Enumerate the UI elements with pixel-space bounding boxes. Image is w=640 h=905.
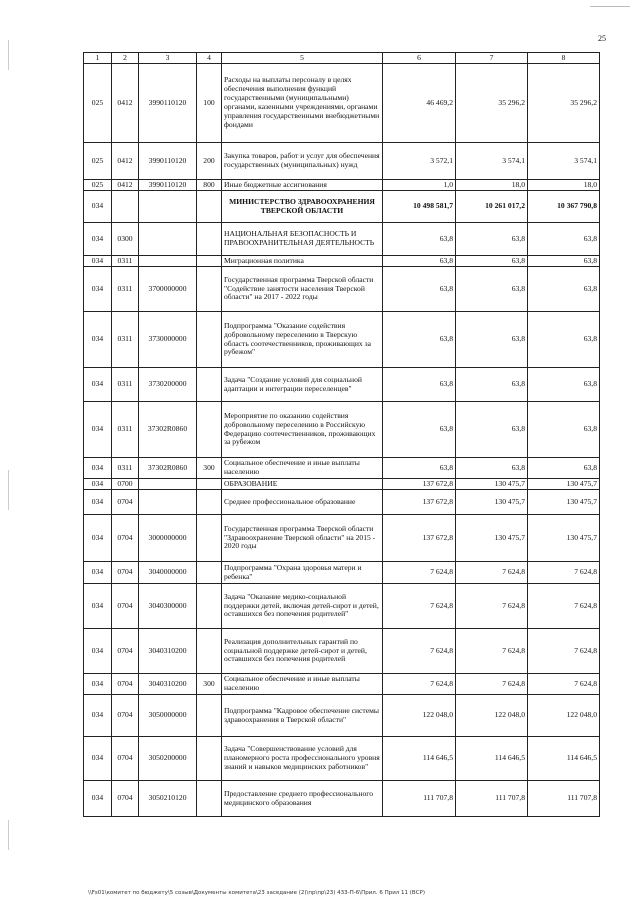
description-cell: Государственная программа Тверской области "Содействие занятости населения Тверской области" на 2017 - 2022 годы bbox=[222, 267, 383, 312]
target-article-cell bbox=[139, 191, 197, 223]
target-article-cell: 3040310200 bbox=[139, 674, 197, 695]
budget-table bbox=[83, 52, 600, 817]
amount-2020-cell: 63,8 bbox=[528, 458, 600, 479]
target-article-cell: 3700000000 bbox=[139, 267, 197, 312]
amount-2018-cell: 7 624,8 bbox=[383, 562, 456, 584]
admin-code-cell: 034 bbox=[84, 402, 112, 458]
amount-2020-cell: 63,8 bbox=[528, 256, 600, 267]
target-article-cell: 3990110120 bbox=[139, 64, 197, 143]
amount-2018-cell: 137 672,8 bbox=[383, 479, 456, 490]
expense-type-cell bbox=[197, 562, 222, 584]
amount-2019-cell: 114 646,5 bbox=[456, 737, 528, 781]
description-cell: Социальное обеспечение и иные выплаты населению bbox=[222, 674, 383, 695]
description-cell: Задача "Оказание медико-социальной поддержки детей, включая детей-сирот и детей, оставшихся без попечения родителей" bbox=[222, 584, 383, 629]
target-article-cell: 3000000000 bbox=[139, 515, 197, 562]
binding-mark bbox=[8, 40, 9, 70]
admin-code-cell: 034 bbox=[84, 562, 112, 584]
expense-type-cell bbox=[197, 223, 222, 256]
amount-2019-cell: 63,8 bbox=[456, 267, 528, 312]
admin-code-cell: 025 bbox=[84, 180, 112, 191]
amount-2020-cell: 3 574,1 bbox=[528, 143, 600, 180]
section-code-cell: 0311 bbox=[112, 256, 139, 267]
amount-2019-cell: 130 475,7 bbox=[456, 515, 528, 562]
amount-2018-cell: 111 707,8 bbox=[383, 781, 456, 817]
expense-type-cell: 300 bbox=[197, 458, 222, 479]
amount-2018-cell: 137 672,8 bbox=[383, 490, 456, 515]
expense-type-cell bbox=[197, 781, 222, 817]
target-article-cell: 3050200000 bbox=[139, 737, 197, 781]
admin-code-cell: 034 bbox=[84, 629, 112, 674]
admin-code-cell: 034 bbox=[84, 312, 112, 368]
amount-2018-cell: 63,8 bbox=[383, 402, 456, 458]
amount-2018-cell: 63,8 bbox=[383, 312, 456, 368]
amount-2019-cell: 10 261 017,2 bbox=[456, 191, 528, 223]
description-cell: ОБРАЗОВАНИЕ bbox=[222, 479, 383, 490]
amount-2018-cell: 63,8 bbox=[383, 267, 456, 312]
table-header-row bbox=[84, 53, 600, 64]
amount-2020-cell: 130 475,7 bbox=[528, 515, 600, 562]
description-cell: Подпрограмма "Оказание содействия добровольному переселению в Тверскую область соотечественников, проживающих за рубежом" bbox=[222, 312, 383, 368]
admin-code-cell: 034 bbox=[84, 674, 112, 695]
target-article-cell bbox=[139, 490, 197, 515]
amount-2018-cell: 114 646,5 bbox=[383, 737, 456, 781]
target-article-cell: 3990110120 bbox=[139, 143, 197, 180]
description-cell: Подпрограмма "Охрана здоровья матери и ребенка" bbox=[222, 562, 383, 584]
table-row bbox=[84, 584, 600, 629]
amount-2019-cell: 130 475,7 bbox=[456, 479, 528, 490]
page-number: 25 bbox=[598, 34, 606, 43]
expense-type-cell bbox=[197, 368, 222, 402]
section-code-cell: 0311 bbox=[112, 402, 139, 458]
amount-2019-cell: 63,8 bbox=[456, 368, 528, 402]
section-code-cell: 0704 bbox=[112, 629, 139, 674]
admin-code-cell: 034 bbox=[84, 781, 112, 817]
target-article-cell: 3050210120 bbox=[139, 781, 197, 817]
amount-2020-cell: 63,8 bbox=[528, 368, 600, 402]
admin-code-cell: 034 bbox=[84, 490, 112, 515]
description-cell: Реализация дополнительных гарантий по социальной поддержке детей-сирот и детей, оставшихся без попечения родителей bbox=[222, 629, 383, 674]
target-article-cell: 37302R0860 bbox=[139, 458, 197, 479]
amount-2018-cell: 3 572,1 bbox=[383, 143, 456, 180]
description-cell: Среднее профессиональное образование bbox=[222, 490, 383, 515]
target-article-cell: 3040000000 bbox=[139, 562, 197, 584]
admin-code-cell: 034 bbox=[84, 737, 112, 781]
binding-mark bbox=[8, 820, 9, 850]
table-row bbox=[84, 143, 600, 180]
amount-2020-cell: 111 707,8 bbox=[528, 781, 600, 817]
amount-2018-cell: 10 498 581,7 bbox=[383, 191, 456, 223]
admin-code-cell: 034 bbox=[84, 515, 112, 562]
amount-2020-cell: 18,0 bbox=[528, 180, 600, 191]
amount-2018-cell: 7 624,8 bbox=[383, 674, 456, 695]
admin-code-cell: 034 bbox=[84, 223, 112, 256]
section-code-cell: 0704 bbox=[112, 781, 139, 817]
expense-type-cell bbox=[197, 695, 222, 737]
expense-type-cell: 300 bbox=[197, 674, 222, 695]
amount-2019-cell: 63,8 bbox=[456, 458, 528, 479]
amount-2019-cell: 111 707,8 bbox=[456, 781, 528, 817]
header-cell: 7 bbox=[456, 53, 528, 64]
section-code-cell: 0704 bbox=[112, 695, 139, 737]
binding-mark bbox=[8, 470, 9, 510]
admin-code-cell: 025 bbox=[84, 143, 112, 180]
amount-2020-cell: 130 475,7 bbox=[528, 490, 600, 515]
target-article-cell: 3040310200 bbox=[139, 629, 197, 674]
expense-type-cell: 800 bbox=[197, 180, 222, 191]
table-row bbox=[84, 402, 600, 458]
section-code-cell: 0704 bbox=[112, 562, 139, 584]
amount-2019-cell: 63,8 bbox=[456, 256, 528, 267]
amount-2019-cell: 7 624,8 bbox=[456, 562, 528, 584]
amount-2018-cell: 137 672,8 bbox=[383, 515, 456, 562]
amount-2020-cell: 63,8 bbox=[528, 223, 600, 256]
amount-2020-cell: 7 624,8 bbox=[528, 674, 600, 695]
description-cell: Закупка товаров, работ и услуг для обеспечения государственных (муниципальных) нужд bbox=[222, 143, 383, 180]
header-cell: 1 bbox=[84, 53, 112, 64]
table-row bbox=[84, 368, 600, 402]
header-cell: 5 bbox=[222, 53, 383, 64]
table-row bbox=[84, 256, 600, 267]
target-article-cell bbox=[139, 479, 197, 490]
admin-code-cell: 034 bbox=[84, 256, 112, 267]
section-code-cell: 0704 bbox=[112, 674, 139, 695]
section-code-cell: 0412 bbox=[112, 143, 139, 180]
target-article-cell: 3050000000 bbox=[139, 695, 197, 737]
section-code-cell: 0704 bbox=[112, 584, 139, 629]
table-row bbox=[84, 629, 600, 674]
amount-2020-cell: 10 367 790,8 bbox=[528, 191, 600, 223]
section-code-cell: 0704 bbox=[112, 737, 139, 781]
header-cell: 2 bbox=[112, 53, 139, 64]
expense-type-cell bbox=[197, 267, 222, 312]
expense-type-cell bbox=[197, 629, 222, 674]
target-article-cell: 37302R0860 bbox=[139, 402, 197, 458]
table-row bbox=[84, 674, 600, 695]
amount-2018-cell: 7 624,8 bbox=[383, 629, 456, 674]
table-row bbox=[84, 312, 600, 368]
table-row bbox=[84, 180, 600, 191]
admin-code-cell: 034 bbox=[84, 458, 112, 479]
target-article-cell bbox=[139, 223, 197, 256]
admin-code-cell: 034 bbox=[84, 191, 112, 223]
header-cell: 6 bbox=[383, 53, 456, 64]
section-code-cell: 0311 bbox=[112, 368, 139, 402]
amount-2018-cell: 46 469,2 bbox=[383, 64, 456, 143]
table-row bbox=[84, 64, 600, 143]
section-code-cell: 0300 bbox=[112, 223, 139, 256]
expense-type-cell bbox=[197, 256, 222, 267]
amount-2020-cell: 7 624,8 bbox=[528, 629, 600, 674]
description-cell: НАЦИОНАЛЬНАЯ БЕЗОПАСНОСТЬ И ПРАВООХРАНИТЕЛЬНАЯ ДЕЯТЕЛЬНОСТЬ bbox=[222, 223, 383, 256]
amount-2019-cell: 18,0 bbox=[456, 180, 528, 191]
amount-2019-cell: 3 574,1 bbox=[456, 143, 528, 180]
table-row bbox=[84, 267, 600, 312]
expense-type-cell: 200 bbox=[197, 143, 222, 180]
description-cell: Социальное обеспечение и иные выплаты населению bbox=[222, 458, 383, 479]
description-cell: МИНИСТЕРСТВО ЗДРАВООХРАНЕНИЯ ТВЕРСКОЙ ОБЛАСТИ bbox=[222, 191, 383, 223]
amount-2019-cell: 35 296,2 bbox=[456, 64, 528, 143]
amount-2020-cell: 7 624,8 bbox=[528, 562, 600, 584]
header-cell: 3 bbox=[139, 53, 197, 64]
amount-2020-cell: 122 048,0 bbox=[528, 695, 600, 737]
table-row bbox=[84, 737, 600, 781]
expense-type-cell bbox=[197, 479, 222, 490]
expense-type-cell: 100 bbox=[197, 64, 222, 143]
description-cell: Государственная программа Тверской области "Здравоохранение Тверской области" на 2015 - 2020 годы bbox=[222, 515, 383, 562]
amount-2019-cell: 63,8 bbox=[456, 312, 528, 368]
table-row bbox=[84, 515, 600, 562]
section-code-cell: 0700 bbox=[112, 479, 139, 490]
amount-2020-cell: 63,8 bbox=[528, 312, 600, 368]
amount-2018-cell: 122 048,0 bbox=[383, 695, 456, 737]
description-cell: Предоставление среднего профессионального медицинского образования bbox=[222, 781, 383, 817]
admin-code-cell: 034 bbox=[84, 695, 112, 737]
amount-2019-cell: 122 048,0 bbox=[456, 695, 528, 737]
target-article-cell bbox=[139, 256, 197, 267]
amount-2019-cell: 7 624,8 bbox=[456, 674, 528, 695]
admin-code-cell: 034 bbox=[84, 368, 112, 402]
amount-2020-cell: 35 296,2 bbox=[528, 64, 600, 143]
table-row bbox=[84, 562, 600, 584]
admin-code-cell: 034 bbox=[84, 267, 112, 312]
file-path-footer: \\Fs01\комитет по бюджету\5 созыв\Документы комитета\23 заседание (2)\пр\пр\23) 433-П-6\Прил. 6 Прил 11 (ВСР) bbox=[88, 890, 425, 896]
amount-2020-cell: 7 624,8 bbox=[528, 584, 600, 629]
amount-2018-cell: 63,8 bbox=[383, 458, 456, 479]
amount-2019-cell: 63,8 bbox=[456, 223, 528, 256]
amount-2018-cell: 63,8 bbox=[383, 256, 456, 267]
amount-2020-cell: 63,8 bbox=[528, 402, 600, 458]
section-code-cell: 0704 bbox=[112, 515, 139, 562]
expense-type-cell bbox=[197, 737, 222, 781]
table-row bbox=[84, 479, 600, 490]
admin-code-cell: 034 bbox=[84, 479, 112, 490]
amount-2020-cell: 114 646,5 bbox=[528, 737, 600, 781]
target-article-cell: 3990110120 bbox=[139, 180, 197, 191]
section-code-cell: 0311 bbox=[112, 458, 139, 479]
section-code-cell: 0704 bbox=[112, 490, 139, 515]
admin-code-cell: 025 bbox=[84, 64, 112, 143]
section-code-cell: 0412 bbox=[112, 64, 139, 143]
section-code-cell bbox=[112, 191, 139, 223]
description-cell: Иные бюджетные ассигнования bbox=[222, 180, 383, 191]
amount-2019-cell: 130 475,7 bbox=[456, 490, 528, 515]
amount-2018-cell: 63,8 bbox=[383, 368, 456, 402]
expense-type-cell bbox=[197, 515, 222, 562]
section-code-cell: 0311 bbox=[112, 267, 139, 312]
amount-2019-cell: 7 624,8 bbox=[456, 584, 528, 629]
admin-code-cell: 034 bbox=[84, 584, 112, 629]
expense-type-cell bbox=[197, 490, 222, 515]
amount-2020-cell: 130 475,7 bbox=[528, 479, 600, 490]
header-cell: 4 bbox=[197, 53, 222, 64]
table-row bbox=[84, 223, 600, 256]
expense-type-cell bbox=[197, 402, 222, 458]
table-row bbox=[84, 490, 600, 515]
section-code-cell: 0412 bbox=[112, 180, 139, 191]
scan-edge-line bbox=[590, 6, 630, 7]
target-article-cell: 3040300000 bbox=[139, 584, 197, 629]
amount-2018-cell: 63,8 bbox=[383, 223, 456, 256]
amount-2020-cell: 63,8 bbox=[528, 267, 600, 312]
description-cell: Задача "Создание условий для социальной адаптации и интеграции переселенцев" bbox=[222, 368, 383, 402]
target-article-cell: 3730200000 bbox=[139, 368, 197, 402]
table-row bbox=[84, 781, 600, 817]
table-row bbox=[84, 458, 600, 479]
amount-2018-cell: 7 624,8 bbox=[383, 584, 456, 629]
target-article-cell: 3730000000 bbox=[139, 312, 197, 368]
description-cell: Миграционная политика bbox=[222, 256, 383, 267]
table-row bbox=[84, 191, 600, 223]
amount-2019-cell: 63,8 bbox=[456, 402, 528, 458]
description-cell: Задача "Совершенствование условий для планомерного роста профессионального уровня знаний и навыков медицинских работников" bbox=[222, 737, 383, 781]
description-cell: Мероприятие по оказанию содействия добровольному переселению в Российскую Федерацию соотечественников, проживающих за рубежом bbox=[222, 402, 383, 458]
amount-2018-cell: 1,0 bbox=[383, 180, 456, 191]
description-cell: Расходы на выплаты персоналу в целях обеспечения выполнения функций государственными (муниципальными) органами, казенными учреждениями, органами управления государственными внебюджетными фондами bbox=[222, 64, 383, 143]
description-cell: Подпрограмма "Кадровое обеспечение системы здравоохранения в Тверской области" bbox=[222, 695, 383, 737]
expense-type-cell bbox=[197, 584, 222, 629]
header-cell: 8 bbox=[528, 53, 600, 64]
expense-type-cell bbox=[197, 312, 222, 368]
table-row bbox=[84, 695, 600, 737]
section-code-cell: 0311 bbox=[112, 312, 139, 368]
expense-type-cell bbox=[197, 191, 222, 223]
amount-2019-cell: 7 624,8 bbox=[456, 629, 528, 674]
